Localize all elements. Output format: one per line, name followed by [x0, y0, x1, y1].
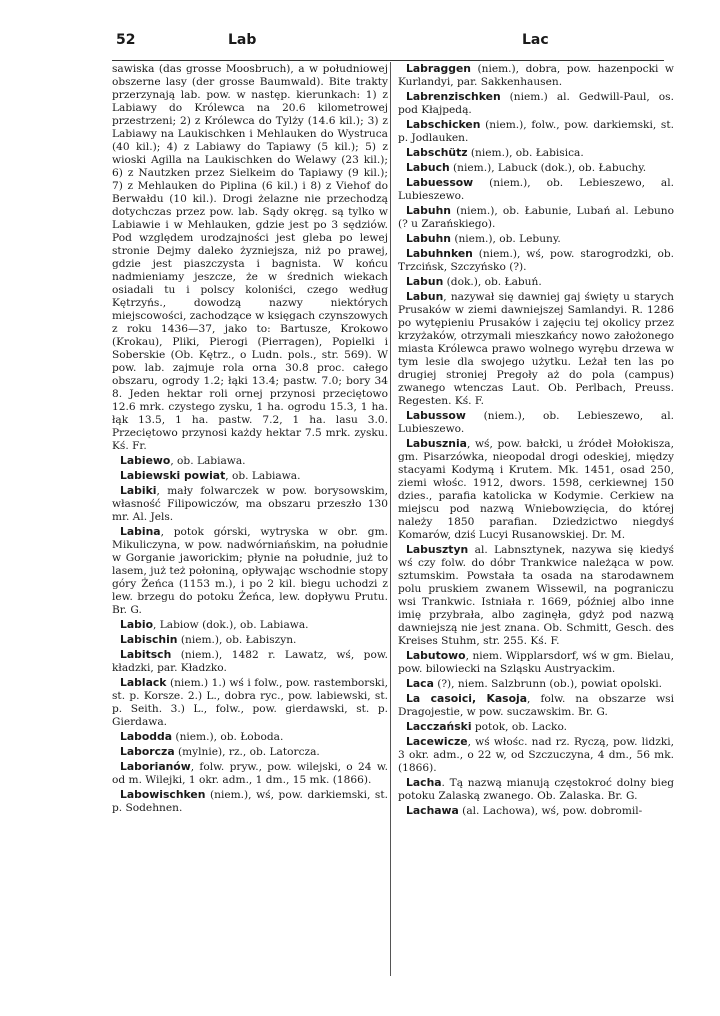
left-column: [112, 62, 388, 816]
dictionary-entry: [398, 176, 674, 203]
dictionary-entry: [112, 484, 388, 524]
entry-headword: Labowischken: [120, 788, 206, 801]
column-divider: [390, 62, 391, 976]
right-running-head: Lac: [522, 32, 549, 48]
dictionary-entry: [112, 648, 388, 675]
entry-headword: Labschütz: [406, 146, 468, 159]
entry-text: (niem.), ob. Lebuny.: [450, 233, 561, 245]
entry-text: , wś włośc. nad rz. Ryczą, pow. lidzki, 3 okr. adm., o 22 w, od Szczuczyna, 4 dm., 56 mk. (1866).: [398, 736, 674, 774]
entry-text: (niem.) 1.) wś i folw., pow. rastemborski, st. p. Korsze. 2.) L., dobra ryc., pow. labiewski, st. p. Seith. 3.) L., folw., pow. gierdawski, st. p. Gierdawa.: [112, 677, 388, 728]
entry-text: (al. Lachowa), wś, pow. dobromil-: [458, 805, 643, 817]
entry-text: , nazywał się dawniej gaj święty u starych Prusaków w ziemi dawniejszej Samlandyi. R. 1286 po wytępieniu Prusaków i zajęciu tej okolicy przez krzyżaków, otrzymali mieszkańcy nowo założonego miasta Królewca prawo wolnego wyrębu drzewa w tym lesie dla swojego użytku. Leżał ten las po drugiej stroniej Pregoły aż do pola (campus) zwanego wtenczas Laut. Ob. Perlbach, Preuss. Regesten. Kś. F.: [398, 291, 674, 407]
entry-headword: Labiki: [120, 484, 157, 497]
entry-text: potok, ob. Lacko.: [471, 721, 568, 733]
dictionary-entry: [398, 90, 674, 117]
entry-text: (niem.), Labuck (dok.), ob. Łabuchy.: [449, 162, 647, 174]
entry-text: (niem.), ob. Łabisica.: [467, 147, 584, 159]
page-number: 52: [116, 32, 136, 48]
entry-text: al. Labnsztynek, nazywa się kiedyś wś czy folw. do dóbr Trankwice należąca w pow. sztumskim. Powstała ta osada na starodawnem polu pruskiem zwanem Wissewil, na pograniczu wsi Trankwic. Istniała r. 1669, później albo inne imię przybrała, albo zaginęła, gdyż pod nazwą dawniejszą nie jest znana. Ob. Schmitt, Gesch. des Kreises Stuhm, str. 255. Kś. F.: [398, 544, 674, 647]
entry-headword: Lablack: [120, 676, 167, 689]
entry-text: (niem.), ob. Łoboda.: [172, 731, 284, 743]
entry-text: (dok.), ob. Łabuń.: [443, 276, 542, 288]
entry-text: (niem.) al. Gedwill-Paul, os. pod Kłajpedą.: [398, 91, 674, 116]
entry-headword: Labussow: [406, 409, 466, 422]
dictionary-entry: [112, 525, 388, 617]
entry-headword: La casoici, Kasoja: [406, 692, 528, 705]
entry-headword: Labun: [406, 275, 444, 288]
entry-headword: Labodda: [120, 730, 173, 743]
dictionary-entry: [112, 618, 388, 632]
entry-text: (niem.), wś, pow. starogrodzki, ob. Trzcińsk, Szczyńsko (?).: [398, 248, 674, 273]
entry-text: , niem. Wipplarsdorf, wś w gm. Bielau, pow. bilowiecki na Szląsku Austryackim.: [398, 650, 674, 675]
dictionary-entry: [398, 776, 674, 803]
entry-headword: Lacewicze: [406, 735, 468, 748]
left-running-head: Lab: [228, 32, 257, 48]
dictionary-entry: [398, 735, 674, 775]
dictionary-entry: [112, 745, 388, 759]
dictionary-entry: [398, 161, 674, 175]
header-rule: [112, 60, 664, 61]
dictionary-entry: [398, 118, 674, 145]
entry-headword: Labiewski powiat: [120, 469, 226, 482]
dictionary-entry: [398, 804, 674, 818]
entry-headword: Labuch: [406, 161, 450, 174]
entry-text: (niem.), ob. Łabunie, Lubań al. Lebuno (? u Zarańskiego).: [398, 205, 674, 230]
entry-headword: Labio: [120, 618, 154, 631]
dictionary-entry: [398, 677, 674, 691]
entry-text: (niem.), ob. Lebieszewo, al. Lubieszewo.: [398, 177, 674, 202]
entry-text: sawiska (das grosse Moosbruch), a w południowej obszerne lasy (der grosse Baumwald). Bite trakty przerzynają lab. pow. w następ. kierunkach: 1) z Labiawy do Królewca na 20.6 kilometrowej przestrzeni; 2) z Królewca do Tylży (14.6 kil.); 3) z Labiawy na Laukischken i Mehlauken do Wystruca (40 kil.); 4) z Labiawy do Tapiawy (5 kil.); 5) z wioski Agilla na Laukischken do Welawy (23 kil.); 6) z Nautzken przez Sielkeim do Tapiawy (9 kil.); 7) z Mehlauken do Piplina (6 kil.) i 8) z Viehof do Berwałdu (10 kil.). Drogi żelazne nie przechodzą dotychczas przez pow. lab. Sądy okręg. są tylko w Labiawie i w Mehlauken, gdzie jest po 3 sędziów. Pod względem urodzajności jest gleba po lewej stronie Dejmy daleko żyzniejsza, niż po prawej, gdzie jest piaszczysta i bagnista. W końcu nadmieniamy jeszcze, że w średnich wiekach osiadali tu i polscy koloniści, czego według Kętrzyńs., dowodzą nazwy niektórych miejscowości, zachodzące w księgach czynszowych z roku 1436—37, jako to: Bartusze, Krokowo (Krokau), Pliki, Pierogi (Pierragen), Popielki i Soberskie (Ob. Kętrz., o Ludn. pols., str. 569). W pow. lab. zajmuje rola orna 30.8 proc. całego obszaru, ogrody 1.2; łąki 13.4; pastw. 7.0; bory 34 8. Jeden hektar roli ornej przynosi przeciętowo 12.6 mrk. czystego zysku, 1 ha. ogrodu 15.3, 1 ha. łąk 13.5, 1 ha. pastw. 7.2, 1 ha. lasu 3.0. Przeciętowo przynosi każdy hektar 7.5 mrk. zysku. Kś. Fr.: [112, 63, 388, 452]
entry-headword: Labraggen: [406, 62, 471, 75]
dictionary-entry: [398, 649, 674, 676]
entry-headword: Lacha: [406, 776, 442, 789]
entry-headword: Labun: [406, 290, 444, 303]
entry-text: , mały folwarczek w pow. borysowskim, własność Filipowiczów, ma obszaru przeszło 130 mr. Al. Jels.: [112, 485, 388, 523]
entry-headword: Labitsch: [120, 648, 172, 661]
entry-headword: Lachawa: [406, 804, 459, 817]
entry-text: , folw. na obszarze wsi Dragojestie, w pow. suczawskim. Br. G.: [398, 693, 674, 718]
dictionary-entry: [398, 409, 674, 436]
dictionary-entry: [112, 730, 388, 744]
right-column: [398, 62, 674, 819]
entry-text: . Tą nazwą mianują częstokroć dolny bieg potoku Zalaską zwanego. Ob. Zalaska. Br. G.: [398, 777, 674, 802]
dictionary-entry: [398, 437, 674, 542]
entry-headword: Laca: [406, 677, 434, 690]
entry-text: (niem.), ob. Lebieszewo, al. Lubieszewo.: [398, 410, 674, 435]
entry-text: , wś, pow. bałcki, u źródeł Mołokisza, gm. Pisarzówka, nieopodal drogi odeskiej, między stacyami Kodymą i Krutem. Mk. 1451, osad 250, ziemi włośc. 1912, dwors. 1598, cerkiewnej 150 dzies., parafia katolicka w Kodymie. Cerkiew na miejscu pod nazwą Wniebowzięcia, do której należy 1850 parafian. Dziedzictwo niegdyś Komarów, dziś Lucyi Rusanowskiej. Dr. M.: [398, 438, 674, 541]
entry-text: , ob. Labiawa.: [170, 455, 246, 467]
dictionary-entry: [112, 760, 388, 787]
dictionary-entry: [398, 232, 674, 246]
dictionary-entry: [398, 543, 674, 648]
entry-headword: Labiewo: [120, 454, 171, 467]
entry-headword: Labina: [120, 525, 161, 538]
entry-text: , ob. Labiawa.: [225, 470, 301, 482]
entry-headword: Labischin: [120, 633, 178, 646]
dictionary-entry: [398, 275, 674, 289]
dictionary-entry: [398, 62, 674, 89]
entry-headword: Labrenzischken: [406, 90, 501, 103]
dictionary-entry: [398, 290, 674, 408]
dictionary-entry: [112, 469, 388, 483]
entry-text: (niem.), dobra, pow. hazenpocki w Kurlandyi, par. Sakkenhausen.: [398, 63, 674, 88]
entry-headword: Laborianów: [120, 760, 191, 773]
dictionary-entry: [398, 146, 674, 160]
dictionary-entry: [112, 62, 388, 453]
entry-headword: Labusztyn: [406, 543, 469, 556]
entry-text: , potok górski, wytryska w obr. gm. Mikuliczyna, w pow. nadwórniańskim, na południe w Gorganie jaworickim; płynie na południe, już to lasem, już też połoniną, opływając wschodnie stopy góry Żeńca (1153 m.), i po 2 kil. biegu uchodzi z lew. brzegu do potoku Żeńca, lew. dopływu Prutu. Br. G.: [112, 526, 388, 616]
entry-text: (mylnie), rz., ob. Latorcza.: [174, 746, 320, 758]
entry-text: (?), niem. Salzbrunn (ob.), powiat opolski.: [433, 678, 663, 690]
entry-text: , folw. pryw., pow. wilejski, o 24 w. od m. Wilejki, 1 okr. adm., 1 dm., 15 mk. (1866).: [112, 761, 388, 786]
dictionary-entry: [398, 247, 674, 274]
entry-headword: Labuhn: [406, 204, 451, 217]
dictionary-entry: [112, 676, 388, 729]
entry-headword: Laborcza: [120, 745, 175, 758]
entry-headword: Lacczański: [406, 720, 472, 733]
entry-headword: Labuhnken: [406, 247, 473, 260]
entry-text: , Labiow (dok.), ob. Labiawa.: [153, 619, 309, 631]
dictionary-entry: [112, 454, 388, 468]
dictionary-entry: [398, 204, 674, 231]
entry-text: (niem.), 1482 r. Lawatz, wś, pow. kładzki, par. Kładzko.: [112, 649, 388, 674]
entry-headword: Labschicken: [406, 118, 481, 131]
entry-headword: Labuhn: [406, 232, 451, 245]
entry-text: (niem.), folw., pow. darkiemski, st. p. Jodlauken.: [398, 119, 674, 144]
dictionary-entry: [112, 788, 388, 815]
entry-headword: Labusznia: [406, 437, 467, 450]
dictionary-entry: [112, 633, 388, 647]
dictionary-entry: [398, 692, 674, 719]
entry-headword: Labuessow: [406, 176, 474, 189]
entry-text: (niem.), ob. Łabiszyn.: [177, 634, 297, 646]
entry-headword: Labutowo: [406, 649, 466, 662]
entry-text: (niem.), wś, pow. darkiemski, st. p. Sodehnen.: [112, 789, 388, 814]
dictionary-entry: [398, 720, 674, 734]
